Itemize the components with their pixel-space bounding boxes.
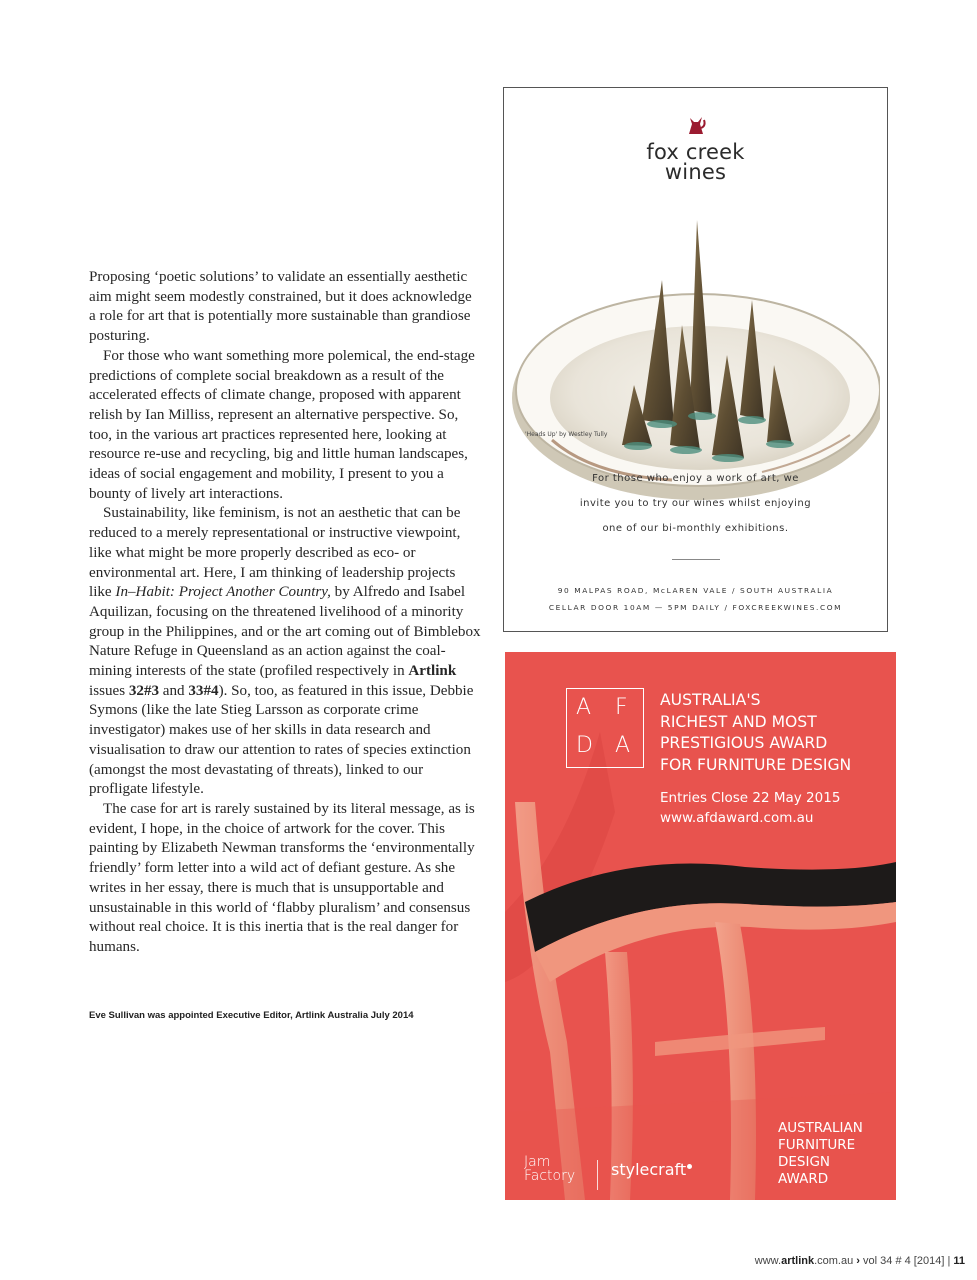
- afda-url: www.afdaward.com.au: [660, 810, 814, 826]
- p3-project-title: In–Habit: Project Another Country,: [115, 584, 331, 601]
- p3-text-d: ). So, too, as featured in this issue, Debbie Symons (like the late Stieg Larsson as corporate crime investigator) makes use of her skills in data research and visualisation to draw our attention to rates of species extinction (amongst the most devastating of threats), linked to our profligate lifestyle.: [89, 682, 474, 798]
- p3-artlink: Artlink: [408, 663, 457, 680]
- article-paragraph-3: [89, 504, 481, 800]
- jam-factory-logo: [524, 1155, 575, 1183]
- fox-creek-brand-line1: fox creek: [646, 140, 745, 164]
- tagline-line-3: one of our bi-monthly exhibitions.: [602, 523, 789, 534]
- footer-issue: vol 34 # 4 [2014]: [863, 1255, 945, 1267]
- p3-text-b: by Alfredo and Isabel Aquilizan, focusing on the threatened livelihood of a minority group in the Philippines, and or the art coming out of Bimblebox Nature Refuge in Queensland as an action against the coal-mining interests of the state (profiled respectively in: [89, 584, 481, 680]
- footer-domain: .com.au: [814, 1255, 854, 1267]
- article-paragraph-2: For those who want something more polemical, the end-stage predictions of complete social breakdown as a result of the accelerated effects of climate change, proposed with apparent relish by Ian Milliss, represent an alternative perspective. So, too, in the various art practices represented here, looking at resource re-use and recycling, big and little human landscapes, ideas of social engagement and mobility, I present to you a bounty of lively art interactions.: [89, 347, 475, 502]
- jam-factory-line-1: Jam: [524, 1154, 551, 1170]
- p3-issue-2: 33#4: [188, 682, 219, 699]
- fox-creek-address: [504, 582, 887, 616]
- afda-award-title: [778, 1120, 863, 1188]
- photo-caption: 'Heads Up' by Westley Tully: [525, 431, 608, 438]
- jam-factory-line-2: Factory: [524, 1168, 576, 1184]
- author-byline: Eve Sullivan was appointed Executive Editor, Artlink Australia July 2014: [89, 1010, 414, 1021]
- award-line-3: DESIGN: [778, 1154, 831, 1170]
- article-paragraph-4: The case for art is rarely sustained by its literal message, as is evident, I hope, in the choice of artwork for the cover. This painting by Elizabeth Newman transforms the ‘environmentally friendly’ form letter into a wild act of defiant gesture. As she writes in her essay, there is much that is unsupportable and unsustainable in this world of ‘flabby pluralism’ and consensus without real choice. It is this inertia that is the real danger for humans.: [89, 800, 475, 955]
- sponsor-divider: [597, 1160, 598, 1190]
- headline-line-4: FOR FURNITURE DESIGN: [660, 755, 852, 774]
- article-paragraph-1: Proposing ‘poetic solutions’ to validate an essentially aesthetic aim might seem modestly constrained, but it does acknowledge a role for art that is potentially more sustainable than grandiose posturing.: [89, 269, 472, 345]
- address-line-2: CELLAR DOOR 10AM — 5PM DAILY / FOXCREEKWINES.COM: [548, 603, 843, 612]
- page-footer: [755, 1255, 965, 1267]
- p3-and: and: [159, 682, 189, 699]
- footer-www: www.: [754, 1255, 782, 1267]
- award-line-1: AUSTRALIAN: [778, 1120, 863, 1136]
- divider: [672, 559, 720, 560]
- page-number: 11: [953, 1255, 965, 1267]
- afda-ad: [505, 652, 896, 1200]
- afda-letter-a2: A: [615, 733, 631, 758]
- tagline-line-1: For those who enjoy a work of art, we: [592, 473, 799, 484]
- fox-creek-tagline: [504, 466, 887, 541]
- afda-headline: [660, 690, 851, 776]
- stylecraft-logo: [611, 1160, 692, 1179]
- afda-letter-d: D: [576, 733, 593, 758]
- p3-text-a: Sustainability, like feminism, is not an aesthetic that can be reduced to a merely representational or instructive viewpoint, like what might be more properly described as eco- or environmental art. Here, I am thinking of leadership projects like: [89, 505, 461, 601]
- headline-line-3: PRESTIGIOUS AWARD: [660, 734, 828, 752]
- award-line-2: FURNITURE: [778, 1137, 856, 1153]
- article-body: [89, 268, 481, 958]
- tagline-line-2: invite you to try our wines whilst enjoying: [579, 498, 812, 509]
- afda-logo-box: [566, 688, 644, 768]
- entries-close: Entries Close 22 May 2015: [660, 790, 841, 806]
- chevron-right-icon: ›: [856, 1255, 860, 1267]
- headline-line-2: RICHEST AND MOST: [660, 712, 817, 731]
- award-line-4: AWARD: [778, 1171, 829, 1187]
- afda-letter-a1: A: [576, 695, 592, 720]
- stylecraft-text: stylecraft: [611, 1160, 687, 1179]
- headline-line-1: AUSTRALIA'S: [660, 691, 761, 709]
- afda-letter-f: F: [615, 695, 628, 720]
- footer-site: artlink: [781, 1255, 815, 1267]
- address-line-1: 90 MALPAS ROAD, McLAREN VALE / SOUTH AUSTRALIA: [557, 586, 834, 595]
- fox-creek-ad: [503, 87, 888, 632]
- fox-creek-brand-line2: wines: [664, 160, 727, 184]
- p3-issue-1: 32#3: [128, 682, 160, 699]
- p3-text-c: issues: [89, 682, 129, 699]
- fox-icon: [685, 114, 707, 136]
- footer-separator: |: [947, 1255, 951, 1267]
- fox-creek-logo: [504, 114, 887, 182]
- afda-entries: [660, 788, 840, 828]
- stylecraft-dot-icon: [687, 1164, 692, 1169]
